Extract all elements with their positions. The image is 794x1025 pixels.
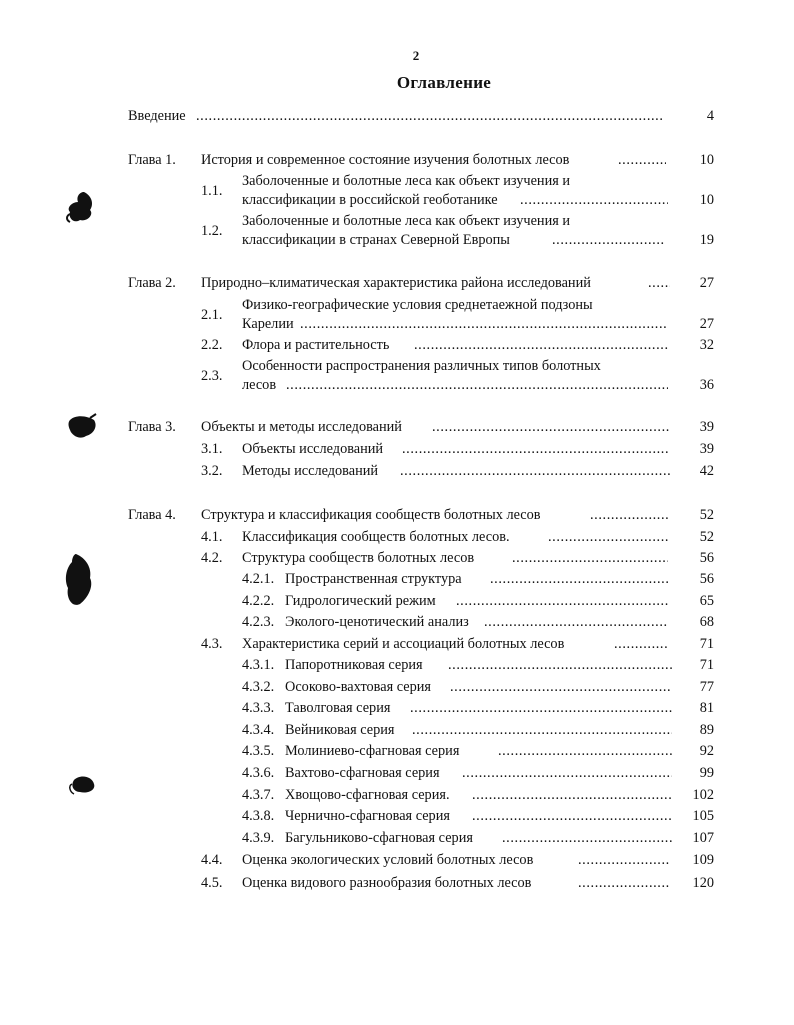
toc-entry-label: Глава 2. xyxy=(128,275,176,291)
dot-leader xyxy=(512,549,668,568)
toc-entry-title: Оценка видового разнообразия болотных лесов xyxy=(242,875,532,891)
ink-blot-3 xyxy=(58,550,102,610)
toc-entry-label: 3.1. xyxy=(201,441,223,457)
toc-entry-title: Вахтово-сфагновая серия xyxy=(285,765,440,781)
toc-entry-title: Оценка экологических условий болотных лесов xyxy=(242,852,534,868)
toc-entry-title: Вейниковая серия xyxy=(285,722,395,738)
toc-page-number: 27 xyxy=(699,316,714,332)
dot-leader xyxy=(472,786,672,805)
toc-entry-4-3[interactable] xyxy=(128,635,714,655)
toc-entry-title: История и современное состояние изучения болотных лесов xyxy=(201,152,570,168)
ink-blot-4 xyxy=(68,774,98,798)
toc-entry-label: 3.2. xyxy=(201,463,223,479)
toc-entry-label: 4.3.3. xyxy=(242,700,275,716)
dot-leader xyxy=(484,613,668,632)
ink-blot-2 xyxy=(66,412,100,442)
toc-entry-4-3-9[interactable] xyxy=(128,829,714,849)
toc-entry-title-line-1: Физико-географические условия среднетаежной подзоны xyxy=(242,297,593,313)
toc-entry-title: Природно–климатическая характеристика района исследований xyxy=(201,275,591,291)
toc-page-number: 27 xyxy=(699,275,714,291)
dot-leader xyxy=(450,678,672,697)
dot-leader xyxy=(648,274,670,293)
toc-entry-4-3-7[interactable] xyxy=(128,786,714,806)
toc-entry-label: Глава 1. xyxy=(128,152,176,168)
toc-page-number: 56 xyxy=(699,550,714,566)
toc-entry-label: 4.2.3. xyxy=(242,614,275,630)
toc-entry-label: 1.2. xyxy=(201,223,223,239)
toc-entry-4-3-6[interactable] xyxy=(128,764,714,784)
dot-leader xyxy=(502,829,672,848)
toc-entry-title: Чернично-сфагновая серия xyxy=(285,808,450,824)
dot-leader xyxy=(456,592,668,611)
toc-entry-label: 4.2.2. xyxy=(242,593,275,609)
toc-page-number: 10 xyxy=(699,152,714,168)
toc-entry-title-line-1: Заболоченные и болотные леса как объект изучения и xyxy=(242,213,571,229)
toc-entry-4-3-1[interactable] xyxy=(128,656,714,676)
toc-entry-title: Хвощово-сфагновая серия. xyxy=(285,787,450,803)
toc-entry-4-3-3[interactable] xyxy=(128,699,714,719)
dot-leader xyxy=(498,742,672,761)
toc-entry-label: 4.3.5. xyxy=(242,743,275,759)
toc-entry-4-5[interactable] xyxy=(128,874,714,894)
toc-page-number: 71 xyxy=(699,657,714,673)
toc-entry-label: 4.2. xyxy=(201,550,223,566)
toc-entry-4-3-2[interactable] xyxy=(128,678,714,698)
toc-entry-title: Пространственная структура xyxy=(285,571,462,587)
toc-entry-label: 1.1. xyxy=(201,183,223,199)
toc-entry-label: 4.5. xyxy=(201,875,223,891)
toc-page-number: 92 xyxy=(699,743,714,759)
toc-page-number: 4 xyxy=(706,108,714,124)
toc-entry-2-1[interactable] xyxy=(128,296,714,336)
toc-entry-label: 4.2.1. xyxy=(242,571,275,587)
dot-leader xyxy=(490,570,668,589)
toc-page-number: 10 xyxy=(699,192,714,208)
toc-entry-chapter-2[interactable] xyxy=(128,274,714,294)
toc-entry-label: Глава 4. xyxy=(128,507,176,523)
toc-entry-chapter-1[interactable] xyxy=(128,151,714,171)
toc-entry-1-1[interactable] xyxy=(128,172,714,212)
toc-page-number: 65 xyxy=(699,593,714,609)
toc-page-number: 32 xyxy=(699,337,714,353)
dot-leader xyxy=(410,699,672,718)
toc-entry-label: Введение xyxy=(128,108,186,124)
dot-leader xyxy=(590,506,670,525)
toc-page-number: 71 xyxy=(699,636,714,652)
dot-leader xyxy=(614,635,668,654)
dot-leader xyxy=(196,107,664,126)
toc-entry-title: Структура и классификация сообществ болотных лесов xyxy=(201,507,541,523)
toc-entry-4-1[interactable] xyxy=(128,528,714,548)
dot-leader xyxy=(618,151,666,170)
toc-entry-label: 4.3.7. xyxy=(242,787,275,803)
toc-entry-4-2-3[interactable] xyxy=(128,613,714,633)
toc-entry-label: 4.3.1. xyxy=(242,657,275,673)
toc-entry-title: Характеристика серий и ассоциаций болотных лесов xyxy=(242,636,565,652)
toc-entry-label: 4.3.2. xyxy=(242,679,275,695)
toc-page-number: 107 xyxy=(692,830,714,846)
toc-entry-label: 4.1. xyxy=(201,529,223,545)
toc-page-number: 36 xyxy=(699,377,714,393)
dot-leader xyxy=(462,764,672,783)
toc-entry-title-line-2: лесов xyxy=(242,377,277,393)
dot-leader xyxy=(548,528,668,547)
toc-page-number: 81 xyxy=(699,700,714,716)
toc-entry-title: Объекты исследований xyxy=(242,441,384,457)
ink-blot-1 xyxy=(64,190,100,230)
dot-leader xyxy=(578,874,670,893)
toc-entry-title: Осоково-вахтовая серия xyxy=(285,679,431,695)
dot-leader xyxy=(300,315,668,334)
toc-entry-chapter-4[interactable] xyxy=(128,506,714,526)
toc-entry-label: 4.3.9. xyxy=(242,830,275,846)
toc-entry-4-3-8[interactable] xyxy=(128,807,714,827)
toc-entry-chapter-3[interactable] xyxy=(128,418,714,438)
toc-page-number: 52 xyxy=(699,507,714,523)
toc-page-number: 120 xyxy=(692,875,714,891)
toc-entry-title: Эколого-ценотический анализ xyxy=(285,614,469,630)
toc-entry-label: 2.3. xyxy=(201,368,223,384)
dot-leader xyxy=(402,440,670,459)
toc-page-number: 77 xyxy=(699,679,714,695)
dot-leader xyxy=(432,418,670,437)
toc-page-number: 109 xyxy=(692,852,714,868)
toc-title: Оглавление xyxy=(396,73,492,92)
toc-entry-title: Папоротниковая серия xyxy=(285,657,423,673)
toc-entry-4-2-1[interactable] xyxy=(128,570,714,590)
toc-entry-label: 4.4. xyxy=(201,852,223,868)
toc-page-number: 89 xyxy=(699,722,714,738)
toc-page-number: 39 xyxy=(699,419,714,435)
toc-entry-intro[interactable] xyxy=(128,107,714,127)
toc-entry-label: 2.1. xyxy=(201,307,223,323)
dot-leader xyxy=(286,376,668,395)
toc-entry-label: 4.3. xyxy=(201,636,223,652)
toc-entry-3-1[interactable] xyxy=(128,440,714,460)
toc-entry-title: Багульниково-сфагновая серия xyxy=(285,830,473,846)
toc-entry-4-2[interactable] xyxy=(128,549,714,569)
toc-entry-title: Флора и растительность xyxy=(242,337,390,353)
toc-entry-4-3-5[interactable] xyxy=(128,742,714,762)
toc-page-number: 19 xyxy=(699,232,714,248)
toc-page-number: 102 xyxy=(692,787,714,803)
toc-entry-title: Классификация сообществ болотных лесов. xyxy=(242,529,510,545)
toc-entry-label: Глава 3. xyxy=(128,419,176,435)
page-number: 2 xyxy=(412,48,420,63)
toc-entry-label: 4.3.6. xyxy=(242,765,275,781)
dot-leader xyxy=(414,336,668,355)
toc-entry-4-2-2[interactable] xyxy=(128,592,714,612)
toc-entry-title-line-2: Карелии xyxy=(242,316,294,332)
toc-entry-title-line-1: Особенности распространения различных типов болотных xyxy=(242,358,601,374)
dot-leader xyxy=(448,656,672,675)
toc-page-number: 105 xyxy=(692,808,714,824)
toc-entry-title-line-2: классификации в странах Северной Европы xyxy=(242,232,510,248)
toc-entry-title: Молиниево-сфагновая серия xyxy=(285,743,460,759)
toc-entry-title: Объекты и методы исследований xyxy=(201,419,402,435)
toc-entry-title: Гидрологический режим xyxy=(285,593,436,609)
toc-entry-label: 2.2. xyxy=(201,337,223,353)
toc-entry-label: 4.3.4. xyxy=(242,722,275,738)
dot-leader xyxy=(578,851,670,870)
toc-entry-2-2[interactable] xyxy=(128,336,714,356)
toc-page-number: 52 xyxy=(699,529,714,545)
dot-leader xyxy=(400,462,670,481)
toc-entry-title: Структура сообществ болотных лесов xyxy=(242,550,475,566)
toc-entry-2-3[interactable] xyxy=(128,357,714,397)
dot-leader xyxy=(520,191,668,210)
toc-entry-label: 4.3.8. xyxy=(242,808,275,824)
toc-page-number: 68 xyxy=(699,614,714,630)
toc-entry-4-3-4[interactable] xyxy=(128,721,714,741)
toc-entry-title: Таволговая серия xyxy=(285,700,391,716)
toc-page-number: 56 xyxy=(699,571,714,587)
toc-entry-title-line-1: Заболоченные и болотные леса как объект изучения и xyxy=(242,173,571,189)
dot-leader xyxy=(472,807,672,826)
toc-entry-title-line-2: классификации в российской геоботанике xyxy=(242,192,498,208)
toc-entry-1-2[interactable] xyxy=(128,212,714,252)
toc-entry-title: Методы исследований xyxy=(242,463,379,479)
toc-page-number: 39 xyxy=(699,441,714,457)
toc-entry-3-2[interactable] xyxy=(128,462,714,482)
dot-leader xyxy=(412,721,672,740)
toc-page-number: 42 xyxy=(699,463,714,479)
toc-page-number: 99 xyxy=(699,765,714,781)
dot-leader xyxy=(552,231,664,250)
toc-entry-4-4[interactable] xyxy=(128,851,714,871)
